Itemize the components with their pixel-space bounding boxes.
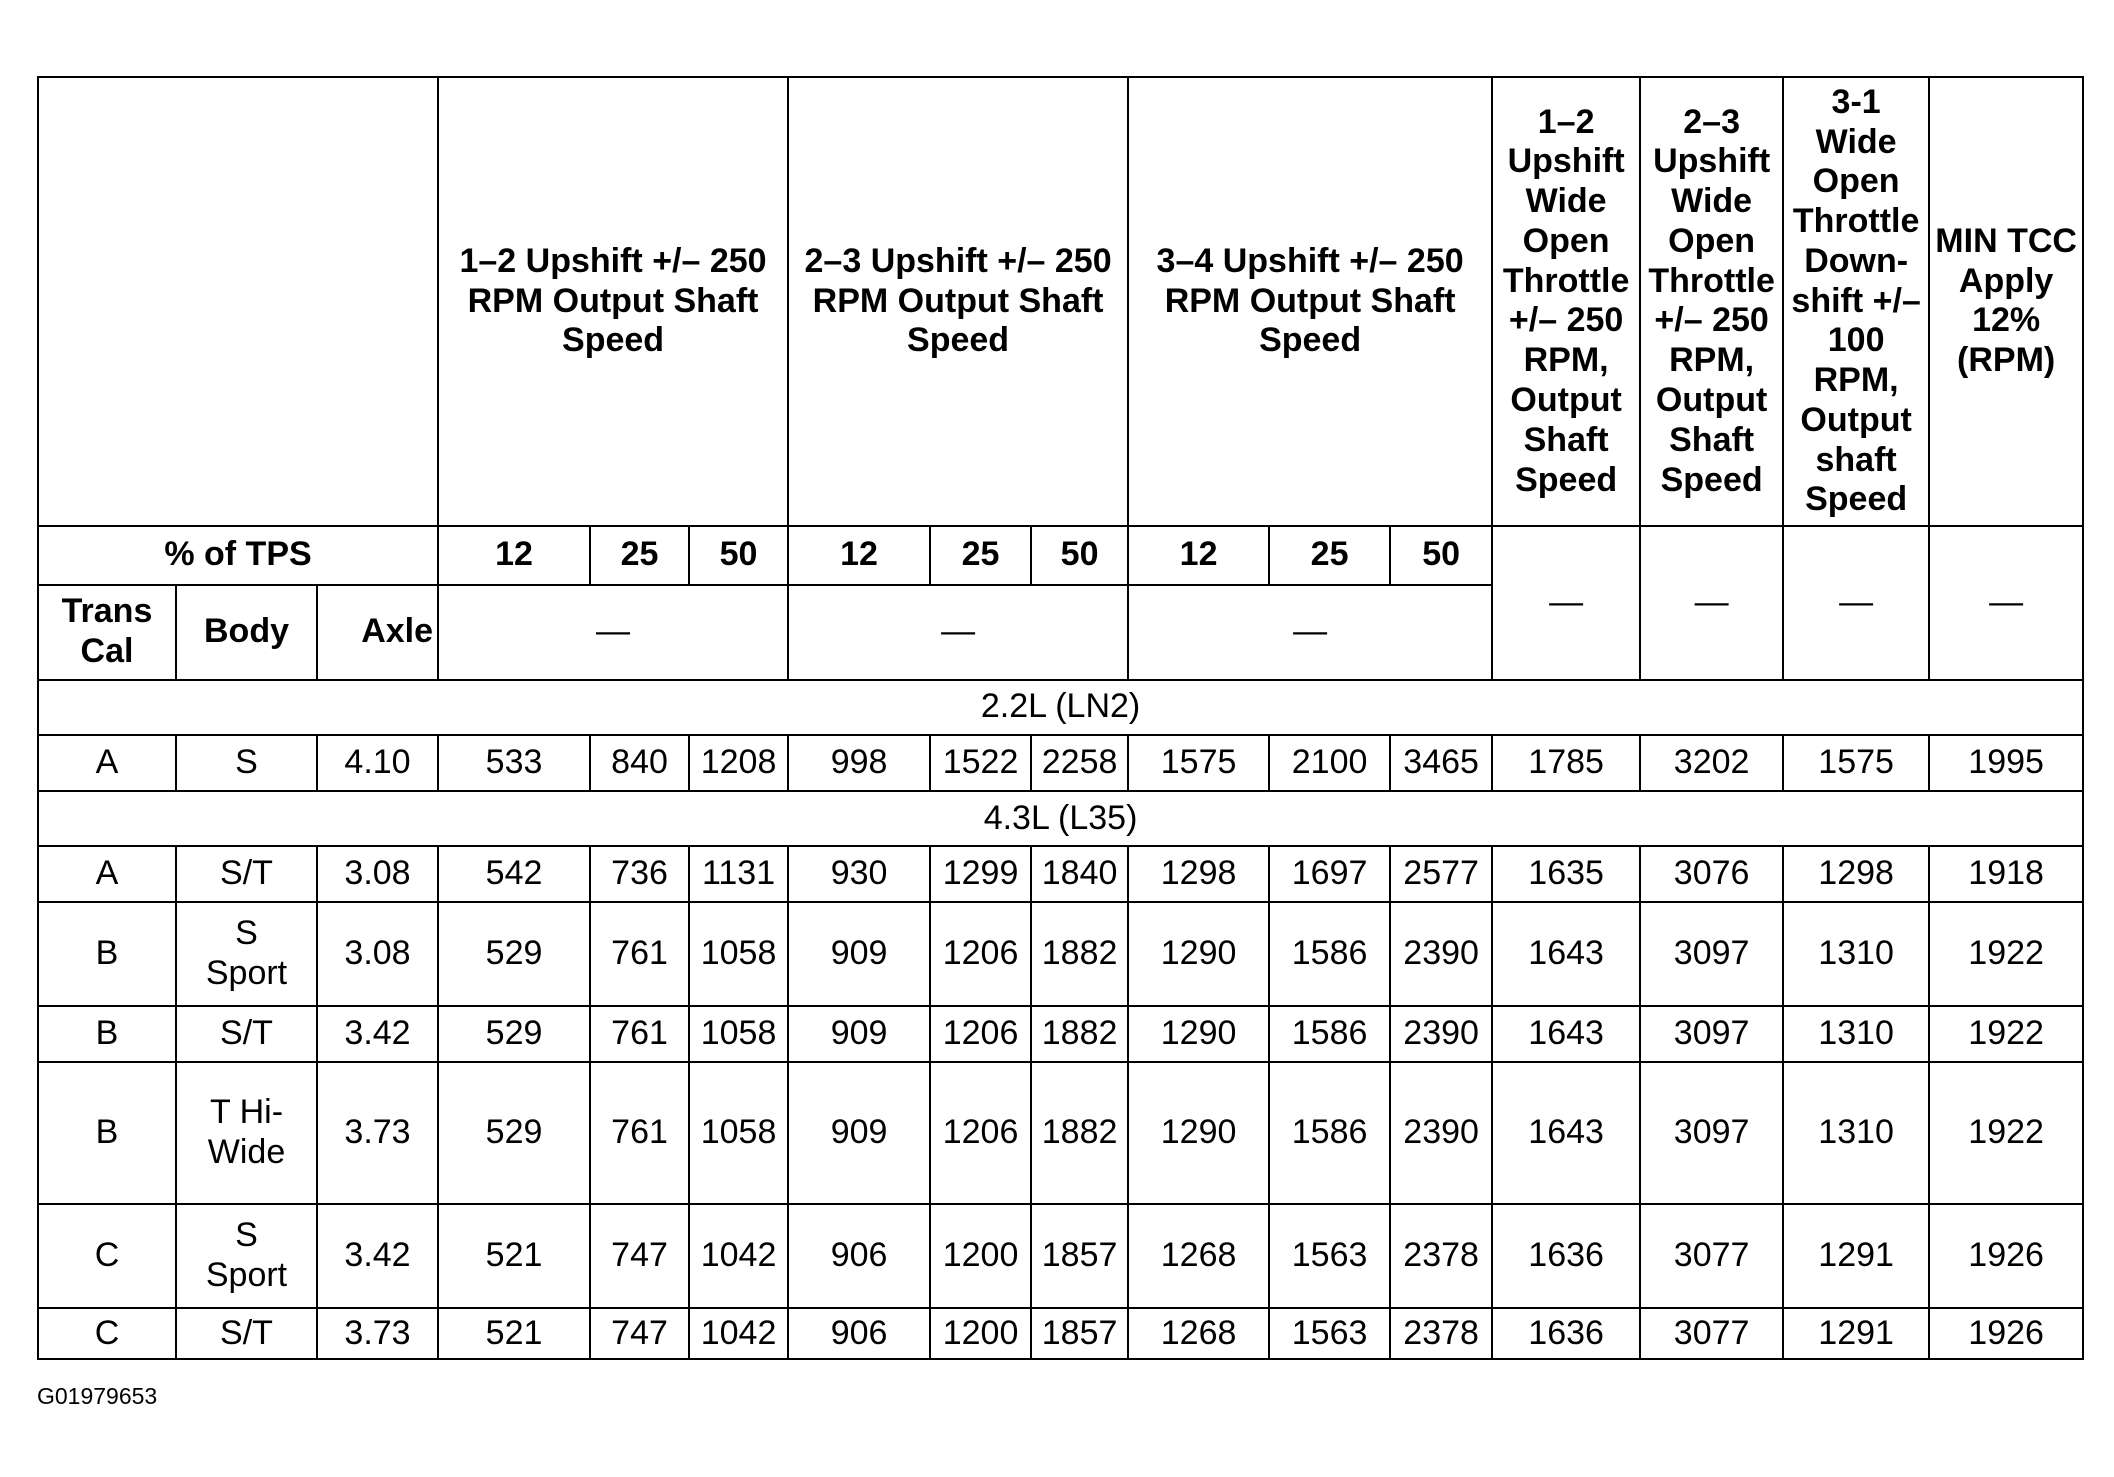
value-cell: 1882	[1031, 1062, 1128, 1205]
value-cell: 1575	[1128, 735, 1269, 791]
value-cell: 1563	[1269, 1308, 1390, 1359]
body-cell: S Sport	[176, 902, 317, 1006]
axle-cell: 3.08	[317, 902, 438, 1006]
table-row	[38, 1006, 2083, 1062]
shift-speed-table	[37, 76, 2084, 1360]
value-cell: 1310	[1783, 902, 1929, 1006]
table-row	[38, 1308, 2083, 1359]
value-cell: 1268	[1128, 1204, 1269, 1308]
value-cell: 1200	[930, 1204, 1031, 1308]
table-row	[38, 1204, 2083, 1308]
axle-cell: 3.42	[317, 1204, 438, 1308]
header-row	[38, 77, 2083, 526]
header-min-tcc: MIN TCC Apply 12% (RPM)	[1929, 77, 2083, 526]
value-cell: 906	[788, 1308, 930, 1359]
value-cell: 529	[438, 902, 590, 1006]
body-cell: S Sport	[176, 1204, 317, 1308]
value-cell: 1926	[1929, 1204, 2083, 1308]
value-cell: 1635	[1492, 846, 1640, 902]
value-cell: 998	[788, 735, 930, 791]
axle-cell: 4.10	[317, 735, 438, 791]
trans-cal-cell: C	[38, 1204, 176, 1308]
header-blank-cell	[38, 77, 438, 526]
dash-cell: —	[1492, 526, 1640, 680]
value-cell: 1636	[1492, 1308, 1640, 1359]
value-cell: 1290	[1128, 1062, 1269, 1205]
value-cell: 1857	[1031, 1308, 1128, 1359]
value-cell: 1298	[1783, 846, 1929, 902]
value-cell: 2378	[1390, 1204, 1492, 1308]
axle-header: Axle	[317, 585, 438, 680]
value-cell: 747	[590, 1308, 689, 1359]
value-cell: 542	[438, 846, 590, 902]
trans-cal-cell: B	[38, 902, 176, 1006]
tps-value: 12	[438, 526, 590, 585]
value-cell: 2577	[1390, 846, 1492, 902]
dash-cell: —	[1929, 526, 2083, 680]
value-cell: 1310	[1783, 1006, 1929, 1062]
dash-cell: —	[788, 585, 1128, 680]
tps-value: 25	[1269, 526, 1390, 585]
trans-cal-cell: C	[38, 1308, 176, 1359]
value-cell: 1206	[930, 1062, 1031, 1205]
table-row	[38, 735, 2083, 791]
value-cell: 1299	[930, 846, 1031, 902]
value-cell: 1926	[1929, 1308, 2083, 1359]
value-cell: 1697	[1269, 846, 1390, 902]
dash-cell: —	[1640, 526, 1783, 680]
tps-label: % of TPS	[38, 526, 438, 585]
tps-value: 25	[590, 526, 689, 585]
value-cell: 1206	[930, 1006, 1031, 1062]
tps-value: 12	[788, 526, 930, 585]
tps-value: 50	[1390, 526, 1492, 585]
value-cell: 1918	[1929, 846, 2083, 902]
value-cell: 1882	[1031, 902, 1128, 1006]
trans-cal-cell: A	[38, 735, 176, 791]
value-cell: 1922	[1929, 902, 2083, 1006]
section-row	[38, 791, 2083, 847]
value-cell: 840	[590, 735, 689, 791]
trans-cal-cell: A	[38, 846, 176, 902]
value-cell: 1058	[689, 902, 788, 1006]
value-cell: 2390	[1390, 902, 1492, 1006]
body-header: Body	[176, 585, 317, 680]
value-cell: 2378	[1390, 1308, 1492, 1359]
value-cell: 909	[788, 1006, 930, 1062]
body-cell: S/T	[176, 846, 317, 902]
value-cell: 521	[438, 1308, 590, 1359]
value-cell: 2100	[1269, 735, 1390, 791]
value-cell: 529	[438, 1062, 590, 1205]
value-cell: 2390	[1390, 1062, 1492, 1205]
header-1-2-upshift: 1–2 Upshift +/– 250 RPM Output Shaft Speed	[438, 77, 788, 526]
value-cell: 3076	[1640, 846, 1783, 902]
value-cell: 1291	[1783, 1204, 1929, 1308]
value-cell: 1522	[930, 735, 1031, 791]
value-cell: 930	[788, 846, 930, 902]
value-cell: 1310	[1783, 1062, 1929, 1205]
value-cell: 3097	[1640, 1062, 1783, 1205]
header-3-4-upshift: 3–4 Upshift +/– 250 RPM Output Shaft Speed	[1128, 77, 1492, 526]
value-cell: 1922	[1929, 1062, 2083, 1205]
value-cell: 1206	[930, 902, 1031, 1006]
value-cell: 909	[788, 902, 930, 1006]
body-cell: S/T	[176, 1006, 317, 1062]
value-cell: 1882	[1031, 1006, 1128, 1062]
tps-value: 50	[689, 526, 788, 585]
value-cell: 1586	[1269, 902, 1390, 1006]
tps-value: 25	[930, 526, 1031, 585]
header-2-3-upshift: 2–3 Upshift +/– 250 RPM Output Shaft Speed	[788, 77, 1128, 526]
value-cell: 1575	[1783, 735, 1929, 791]
value-cell: 1857	[1031, 1204, 1128, 1308]
value-cell: 761	[590, 902, 689, 1006]
trans-cal-cell: B	[38, 1006, 176, 1062]
value-cell: 909	[788, 1062, 930, 1205]
table-row	[38, 1062, 2083, 1205]
value-cell: 1290	[1128, 1006, 1269, 1062]
header-1-2-wot: 1–2 Upshift Wide Open Throttle +/– 250 RPM, Output Shaft Speed	[1492, 77, 1640, 526]
dash-cell: —	[438, 585, 788, 680]
body-cell: S/T	[176, 1308, 317, 1359]
section-title: 4.3L (L35)	[38, 791, 2083, 847]
value-cell: 1840	[1031, 846, 1128, 902]
value-cell: 1291	[1783, 1308, 1929, 1359]
value-cell: 3077	[1640, 1204, 1783, 1308]
value-cell: 1995	[1929, 735, 2083, 791]
value-cell: 906	[788, 1204, 930, 1308]
value-cell: 1643	[1492, 902, 1640, 1006]
figure-code: G01979653	[37, 1383, 158, 1409]
dash-cell: —	[1783, 526, 1929, 680]
value-cell: 1042	[689, 1308, 788, 1359]
value-cell: 1785	[1492, 735, 1640, 791]
section-title: 2.2L (LN2)	[38, 680, 2083, 736]
value-cell: 747	[590, 1204, 689, 1308]
value-cell: 3097	[1640, 1006, 1783, 1062]
body-cell: S	[176, 735, 317, 791]
value-cell: 1058	[689, 1062, 788, 1205]
table-row	[38, 846, 2083, 902]
axle-cell: 3.73	[317, 1308, 438, 1359]
value-cell: 1586	[1269, 1062, 1390, 1205]
axle-cell: 3.42	[317, 1006, 438, 1062]
value-cell: 1200	[930, 1308, 1031, 1359]
trans-cal-header: Trans Cal	[38, 585, 176, 680]
trans-cal-cell: B	[38, 1062, 176, 1205]
value-cell: 761	[590, 1062, 689, 1205]
section-row	[38, 680, 2083, 736]
header-3-1-wot-downshift: 3-1 Wide Open Throttle Down-shift +/– 100 RPM, Output shaft Speed	[1783, 77, 1929, 526]
value-cell: 3077	[1640, 1308, 1783, 1359]
value-cell: 1268	[1128, 1308, 1269, 1359]
value-cell: 1131	[689, 846, 788, 902]
value-cell: 1042	[689, 1204, 788, 1308]
axle-cell: 3.08	[317, 846, 438, 902]
value-cell: 3465	[1390, 735, 1492, 791]
value-cell: 1643	[1492, 1062, 1640, 1205]
value-cell: 2390	[1390, 1006, 1492, 1062]
tps-value: 12	[1128, 526, 1269, 585]
value-cell: 1586	[1269, 1006, 1390, 1062]
value-cell: 736	[590, 846, 689, 902]
header-2-3-wot: 2–3 Upshift Wide Open Throttle +/– 250 RPM, Output Shaft Speed	[1640, 77, 1783, 526]
value-cell: 1922	[1929, 1006, 2083, 1062]
dash-cell: —	[1128, 585, 1492, 680]
value-cell: 3202	[1640, 735, 1783, 791]
value-cell: 3097	[1640, 902, 1783, 1006]
value-cell: 521	[438, 1204, 590, 1308]
value-cell: 2258	[1031, 735, 1128, 791]
value-cell: 761	[590, 1006, 689, 1062]
tps-row	[38, 526, 2083, 585]
value-cell: 533	[438, 735, 590, 791]
axle-cell: 3.73	[317, 1062, 438, 1205]
value-cell: 1643	[1492, 1006, 1640, 1062]
value-cell: 1208	[689, 735, 788, 791]
value-cell: 1563	[1269, 1204, 1390, 1308]
value-cell: 1298	[1128, 846, 1269, 902]
tps-value: 50	[1031, 526, 1128, 585]
value-cell: 529	[438, 1006, 590, 1062]
value-cell: 1058	[689, 1006, 788, 1062]
body-cell: T Hi-Wide	[176, 1062, 317, 1205]
value-cell: 1636	[1492, 1204, 1640, 1308]
table-row	[38, 902, 2083, 1006]
value-cell: 1290	[1128, 902, 1269, 1006]
